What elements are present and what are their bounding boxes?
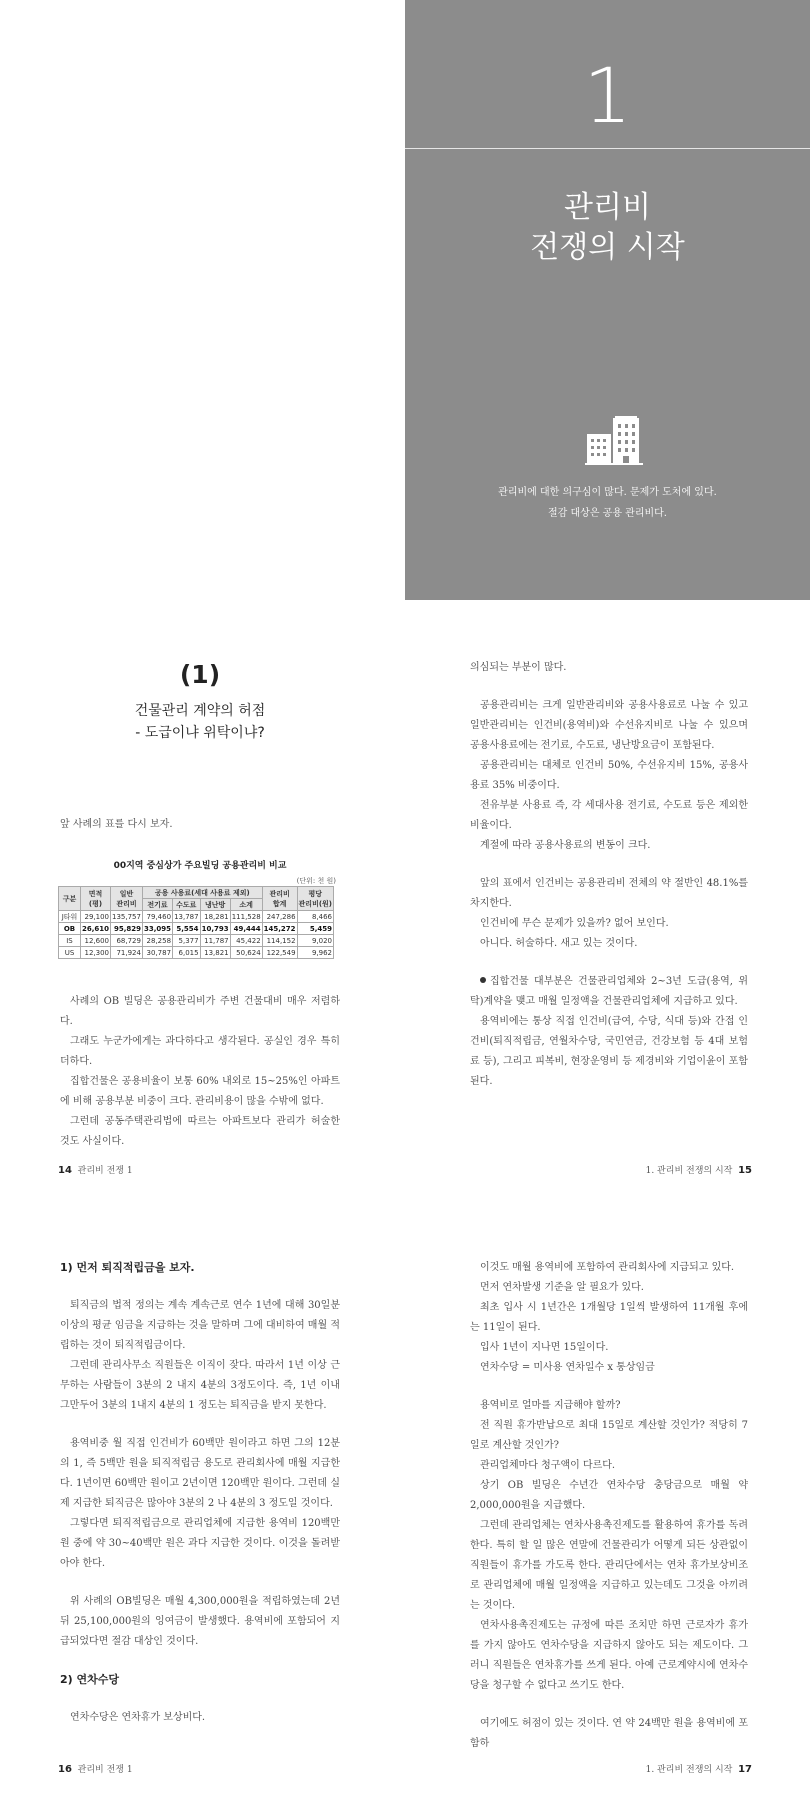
paragraph-gap	[60, 1416, 340, 1434]
subheading: 1) 먼저 퇴직적립금을 보자.	[60, 1261, 195, 1274]
paragraph: 연차사용촉진제도는 규정에 따른 조치만 하면 근로자가 휴가를 가지 않아도 연차수당을 지급하지 않아도 되는 제도이다. 그러니 직원들은 연차휴가를 쓰게 된다. 아예 근로계약시에 연차수당을 청구할 수 없다고 쓰기도 한다.	[470, 1620, 748, 1691]
col-header-electric: 전기료	[142, 899, 172, 911]
paragraph: 전 직원 휴가반납으로 최대 15일로 계산할 것인가? 적당히 7일로 계산할 것인가?	[470, 1420, 748, 1451]
page-number: 16	[58, 1764, 72, 1775]
paragraph: 의심되는 부분이 많다.	[470, 662, 567, 673]
chapter-title-line: 전쟁의 시작	[530, 230, 685, 265]
cell-water: 6,015	[173, 947, 201, 959]
paragraph: 연차수당은 연차휴가 보상비다.	[70, 1712, 206, 1723]
cell-name: US	[59, 947, 81, 959]
chapter-title-line: 관리비	[564, 190, 651, 225]
cell-perpy: 9,020	[297, 935, 333, 947]
section-title	[60, 700, 340, 744]
cell-subtotal: 111,528	[231, 912, 261, 921]
section-number: (1)	[179, 660, 221, 689]
paragraph: 퇴직금의 법적 정의는 계속 계속근로 연수 1년에 대해 30일분 이상의 평균 임금을 지급하는 것을 말하며 그에 대비하여 매월 적립하는 것이 퇴직적립금이다.	[60, 1300, 340, 1351]
cell-general: 95,829	[111, 923, 143, 935]
paragraph: 여기에도 허점이 있는 것이다. 연 약 24백만 원을 용역비에 포함하	[470, 1718, 748, 1749]
paragraph-gap	[470, 1378, 748, 1396]
paragraph-gap	[60, 1278, 340, 1296]
page-footer-right	[646, 1163, 752, 1176]
page16-body	[60, 1258, 340, 1728]
cell-area: 26,610	[82, 924, 110, 933]
paragraph: 앞의 표에서 인건비는 공용관리비 전체의 약 절반인 48.1%를 차지한다.	[470, 878, 748, 909]
cell-perpy: 5,459	[297, 923, 333, 935]
page-footer-left	[58, 1762, 133, 1775]
paragraph: 공용관리비는 크게 일반관리비와 공용사용료로 나눌 수 있고 일반관리비는 인건비(용역비)와 수선유지비로 나눌 수 있으며 공용사용료에는 전기료, 수도료, 냉난방요금이 포함된다.	[470, 700, 748, 751]
paragraph-gap	[470, 1696, 748, 1714]
paragraph: 먼저 연차발생 기준을 알 필요가 있다.	[480, 1282, 644, 1293]
cell-name: OB	[59, 923, 81, 935]
cell-water: 5,377	[173, 935, 201, 947]
page17-body	[470, 1258, 748, 1754]
paragraph: 용역비중 월 직접 인건비가 60백만 원이라고 하면 그의 12분의 1, 즉 5백만 원을 퇴직적립금 용도로 관리회사에 매월 지급한다. 1년이면 60백만 원이고 2년이면 120백만 원이다. 그런데 실제 지급한 퇴직금은 많아야 3분의 2 나 4분의 3 정도일 것이다.	[60, 1438, 340, 1509]
col-header-area	[81, 887, 111, 911]
paragraph: 입사 1년이 지나면 15일이다.	[480, 1342, 609, 1353]
paragraph: 상기 OB 빌딩은 수년간 연차수당 충당금으로 매월 약 2,000,000원을 지급했다.	[470, 1480, 748, 1511]
bullet-icon	[480, 977, 486, 983]
paragraph: 이것도 매월 용역비에 포함하여 관리회사에 지급되고 있다.	[480, 1262, 735, 1273]
cell-electric: 79,460	[142, 911, 172, 923]
col-header-water: 수도료	[173, 899, 201, 911]
cell-electric: 28,258	[142, 935, 172, 947]
paragraph-gap	[60, 1574, 340, 1592]
paragraph: 최초 입사 시 1년간은 1개월당 1일씩 발생하여 11개월 후에는 11일이 된다.	[470, 1302, 748, 1333]
running-title: 관리비 전쟁 1	[77, 1166, 133, 1176]
paragraph: 인건비에 무슨 문제가 있을까? 없어 보인다.	[480, 918, 669, 929]
paragraph: 앞 사례의 표를 다시 보자.	[60, 819, 173, 830]
running-title: 관리비 전쟁 1	[77, 1765, 133, 1775]
cell-general: 68,729	[111, 935, 143, 947]
paragraph: 그런데 관리사무소 직원들은 이직이 잦다. 따라서 1년 이상 근무하는 사람들이 3분의 2 내지 4분의 3정도이다. 즉, 1년 이내 그만두어 3분의 1내지 4분의 1 정도는 퇴직금을 받지 못한다.	[60, 1360, 340, 1411]
table-unit: (단위: 천 원)	[296, 877, 336, 885]
paragraph: 위 사례의 OB빌딩은 매월 4,300,000원을 적립하였는데 2년 뒤 25,100,000원의 잉여금이 발생했다. 용역비에 포함되어 지급되었다면 절감 대상인 것이다.	[60, 1596, 340, 1647]
cell-hvac: 13,821	[200, 947, 230, 959]
col-header-hvac: 냉난방	[200, 899, 230, 911]
table-row	[59, 935, 334, 947]
col-header-total	[262, 887, 297, 911]
col-header-perpy-line: 관리비(원)	[298, 899, 332, 908]
paragraph-gap	[60, 1652, 340, 1670]
cell-hvac: 10,793	[201, 924, 229, 933]
running-title: 1. 관리비 전쟁의 시작	[645, 1166, 733, 1176]
cell-general: 135,757	[112, 912, 141, 921]
cell-subtotal: 49,444	[230, 923, 262, 935]
cell-total: 247,286	[262, 911, 297, 923]
cell-hvac: 18,281	[200, 911, 230, 923]
cell-general: 71,924	[111, 947, 143, 959]
page15-body	[470, 658, 748, 1092]
paragraph: 사례의 OB 빌딩은 공용관리비가 주변 건물대비 매우 저렴하다.	[60, 996, 340, 1027]
building-icon	[585, 416, 645, 466]
page14-intro	[60, 815, 340, 835]
col-header-perpy	[297, 887, 333, 911]
table-row	[59, 947, 334, 959]
paragraph: 연차수당 = 미사용 연차일수 x 통상임금	[480, 1362, 655, 1373]
cell-electric: 30,787	[142, 947, 172, 959]
section-title-line: - 도급이냐 위탁이냐?	[135, 725, 265, 741]
paragraph: 관리업체마다 청구액이 다르다.	[480, 1460, 616, 1471]
chapter-lead	[405, 482, 810, 524]
chapter-number: 1	[583, 51, 632, 140]
col-header-area-unit: (평)	[88, 899, 103, 908]
cell-area: 12,600	[81, 935, 111, 947]
chapter-panel	[405, 0, 810, 600]
paragraph-gap	[470, 856, 748, 874]
section-title-line: 건물관리 계약의 허점	[134, 703, 266, 719]
cell-subtotal: 45,422	[230, 935, 262, 947]
running-title: 1. 관리비 전쟁의 시작	[645, 1765, 733, 1775]
col-header-total-line: 합계	[272, 899, 287, 908]
page-number: 17	[738, 1764, 752, 1775]
cell-total: 145,272	[263, 924, 296, 933]
paragraph: 전유부분 사용료 즉, 각 세대사용 전기료, 수도료 등은 제외한 비율이다.	[470, 800, 748, 831]
col-header-perpy-line: 평당	[308, 889, 323, 898]
col-header-general-line: 일반	[119, 889, 134, 898]
col-header-shared: 공용 사용료(세대 사용료 제외)	[142, 887, 262, 899]
cell-water: 5,554	[173, 923, 201, 935]
page-number: 14	[58, 1165, 72, 1176]
cell-total: 114,152	[262, 935, 297, 947]
paragraph-gap	[60, 1690, 340, 1708]
table-title: 00지역 중심상가 주요빌딩 공용관리비 비교	[113, 861, 287, 871]
paragraph: 계절에 따라 공용사용료의 변동이 크다.	[480, 840, 651, 851]
spread-chapter-opener	[0, 0, 810, 600]
paragraph: 그렇다면 퇴직적립금으로 관리업체에 지급한 용역비 120백만 원 중에 약 30~40백만 원은 과다 지급한 것이다. 이것을 돌려받아야 한다.	[60, 1518, 340, 1569]
chapter-lead-line: 관리비에 대한 의구심이 많다. 문제가 도처에 있다.	[498, 487, 717, 498]
chapter-lead-line: 절감 대상은 공용 관리비다.	[548, 508, 667, 519]
paragraph-text: 집합건물 대부분은 건물관리업체와 2~3년 도급(용역, 위탁)계약을 맺고 매월 일정액을 건물관리업체에 지급하고 있다.	[470, 976, 748, 1007]
paragraph	[470, 972, 748, 1012]
cell-water: 13,787	[174, 912, 199, 921]
paragraph: 용역비로 얼마를 지급해야 할까?	[480, 1400, 621, 1411]
paragraph: 그런데 공동주택관리법에 따르는 아파트보다 관리가 허술한 것도 사실이다.	[60, 1116, 340, 1147]
table-row	[59, 911, 334, 923]
col-header-general	[111, 887, 143, 911]
cost-comparison-table	[58, 886, 334, 959]
paragraph-gap	[470, 954, 748, 972]
page-footer-left	[58, 1163, 133, 1176]
col-header-total-line: 관리비	[269, 889, 290, 898]
cell-hvac: 11,787	[200, 935, 230, 947]
col-header-general-line: 관리비	[116, 899, 137, 908]
page-number: 15	[738, 1165, 752, 1176]
paragraph: 아니다. 허술하다. 새고 있는 것이다.	[480, 938, 638, 949]
cell-name: IS	[59, 935, 81, 947]
cell-electric: 33,095	[144, 924, 172, 933]
page-footer-right	[646, 1762, 752, 1775]
paragraph: 공용관리비는 대체로 인건비 50%, 수선유지비 15%, 공용사용료 35% 비중이다.	[470, 760, 748, 791]
cell-area: 12,300	[81, 947, 111, 959]
cell-area: 29,100	[81, 911, 111, 923]
cell-name: J타워	[59, 911, 81, 923]
cell-total: 122,549	[262, 947, 297, 959]
paragraph: 그래도 누군가에게는 과다하다고 생각된다. 공실인 경우 특히 더하다.	[60, 1036, 340, 1067]
cell-subtotal: 50,624	[230, 947, 262, 959]
page14-body	[60, 992, 340, 1152]
paragraph-gap	[470, 678, 748, 696]
table-row	[59, 923, 334, 935]
chapter-divider	[405, 148, 810, 149]
paragraph: 그런데 관리업체는 연차사용촉진제도를 활용하여 휴가를 독려한다. 특히 할 일 많은 연말에 건물관리가 어떻게 되든 상관없이 직원들이 휴가를 가도록 한다. 관리단에서는 연차 휴가보상비조로 관리업체에 매월 일정액을 지급하고 있는데도 그것을 아끼려는 것이다.	[470, 1520, 748, 1611]
col-header-area-line: 면적	[88, 889, 103, 898]
subheading: 2) 연차수당	[60, 1673, 120, 1686]
paragraph: 용역비에는 통상 직접 인건비(급여, 수당, 식대 등)와 간접 인건비(퇴직적립금, 연월차수당, 국민연금, 건강보험 등 4대 보험료 등), 그리고 피복비, 현장운영비 등 제경비와 기업이윤이 포함된다.	[470, 1016, 748, 1087]
cell-perpy: 8,466	[297, 911, 333, 923]
cell-perpy: 9,962	[297, 947, 333, 959]
chapter-title	[405, 188, 810, 268]
paragraph: 집합건물은 공용비율이 보통 60% 내외로 15~25%인 아파트에 비해 공용부분 비중이 크다. 관리비용이 많을 수밖에 없다.	[60, 1076, 340, 1107]
col-header-subtotal: 소계	[230, 899, 262, 911]
col-header-division: 구분	[59, 887, 81, 911]
